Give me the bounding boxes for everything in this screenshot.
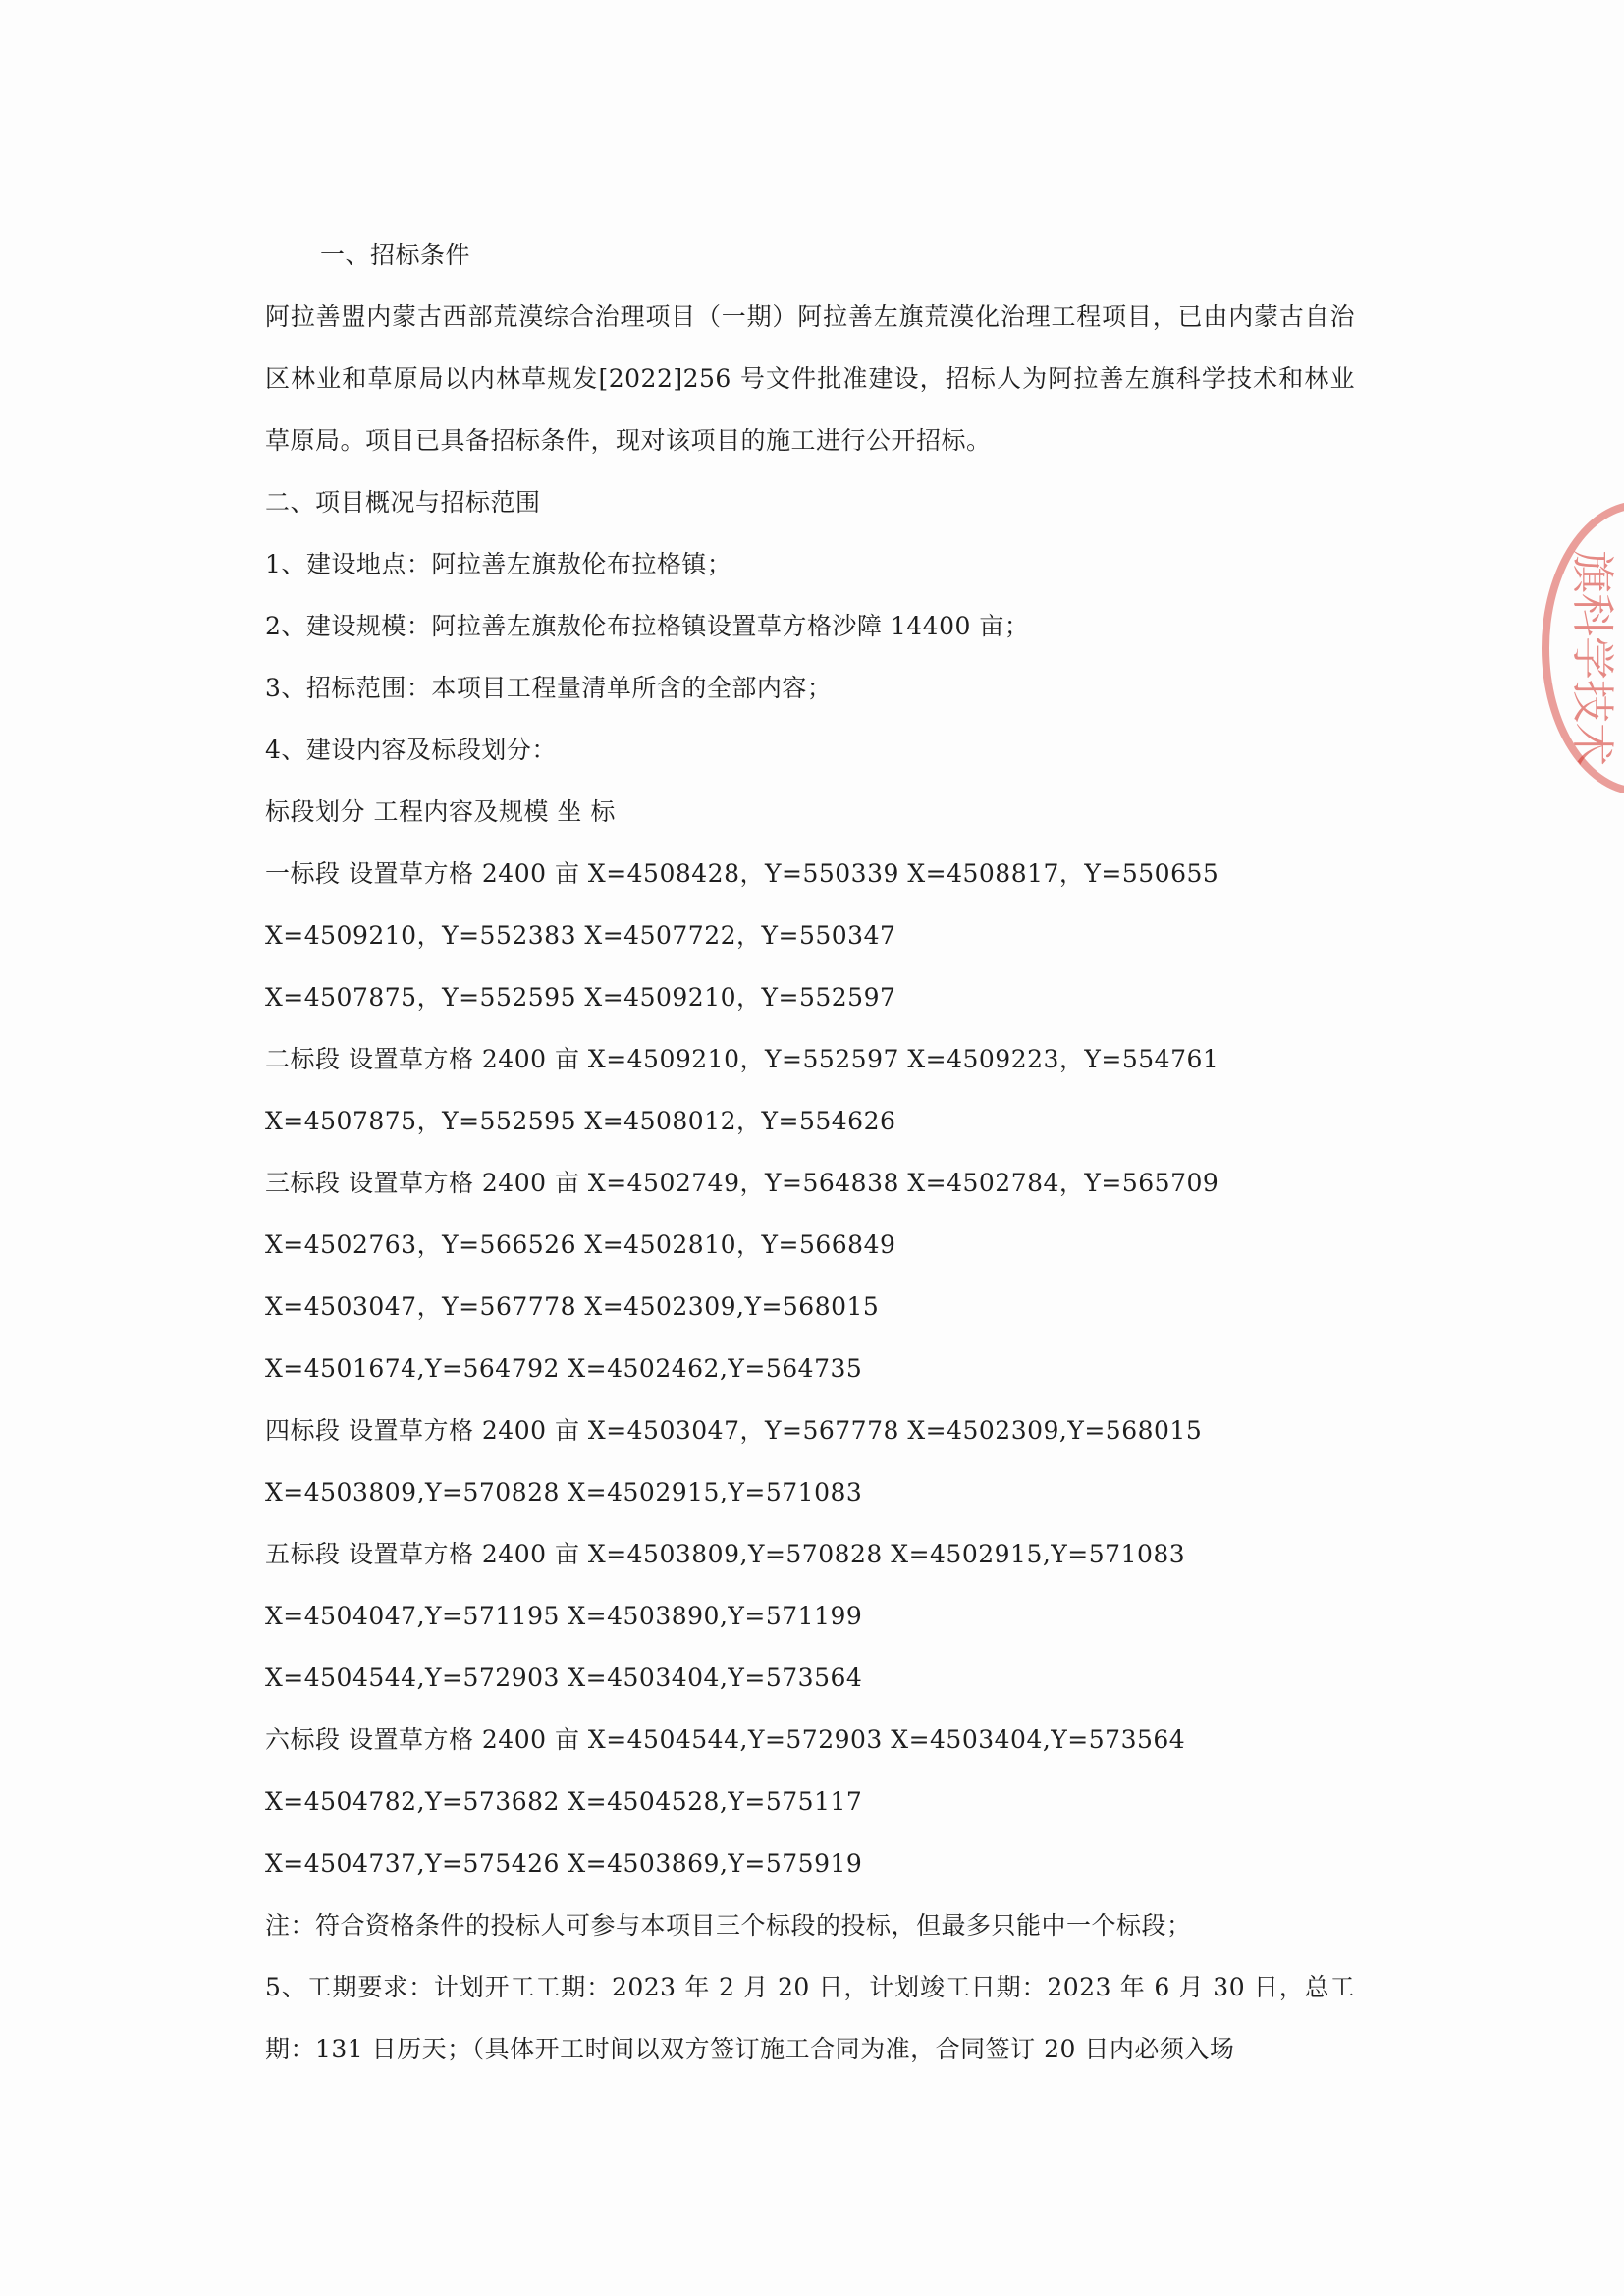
section-6-coords: X=4504782,Y=573682 X=4504528,Y=575117 [265,1787,863,1816]
section-5-line: 五标段 设置草方格 2400 亩 X=4503809,Y=570828 X=4502915,Y=571083 [265,1540,1186,1568]
section-3-coords: X=4503047，Y=567778 X=4502309,Y=568015 [265,1292,880,1321]
section-heading-project-overview: 二、项目概况与招标范围 [265,488,541,517]
section-2-line: 二标段 设置草方格 2400 亩 X=4509210，Y=552597 X=4509223，Y=554761 [265,1045,1219,1073]
list-item-schedule: 5、工期要求：计划开工工期：2023 年 2 月 20 日，计划竣工日期：2023 年 6 月 30 日，总工期：131 日历天；（具体开工时间以双方签订施工合同为准，合同签订 20 日内必须入场 [265,1973,1355,2063]
section-1-coords: X=4507875，Y=552595 X=4509210，Y=552597 [265,983,896,1011]
section-5-coords: X=4504047,Y=571195 X=4503890,Y=571199 [265,1602,863,1630]
section-heading-bidding-conditions: 一、招标条件 [320,241,471,269]
section-6-coords: X=4504737,Y=575426 X=4503869,Y=575919 [265,1849,863,1878]
paragraph-project-approval: 阿拉善盟内蒙古西部荒漠综合治理项目（一期）阿拉善左旗荒漠化治理工程项目，已由内蒙古自治区林业和草原局以内林草规发[2022]256 号文件批准建设，招标人为阿拉善左旗科学技术和林业草原局。项目已具备招标条件，现对该项目的施工进行公开招标。 [265,302,1355,455]
section-3-line: 三标段 设置草方格 2400 亩 X=4502749，Y=564838 X=4502784，Y=565709 [265,1169,1219,1197]
section-6-line: 六标段 设置草方格 2400 亩 X=4504544,Y=572903 X=4503404,Y=573564 [265,1725,1186,1754]
section-2-coords: X=4507875，Y=552595 X=4508012，Y=554626 [265,1107,896,1135]
list-item-scope: 3、招标范围：本项目工程量清单所含的全部内容； [265,674,833,702]
list-item-scale: 2、建设规模：阿拉善左旗敖伦布拉格镇设置草方格沙障 14400 亩； [265,612,1030,640]
list-item-location: 1、建设地点：阿拉善左旗敖伦布拉格镇； [265,550,732,578]
official-seal-text: 旗科学技术 [1567,550,1617,766]
section-table-header: 标段划分 工程内容及规模 坐 标 [265,797,616,826]
list-item-content-sections: 4、建设内容及标段划分： [265,736,557,764]
section-3-coords: X=4501674,Y=564792 X=4502462,Y=564735 [265,1354,863,1383]
section-1-coords: X=4509210，Y=552383 X=4507722，Y=550347 [265,921,896,950]
section-3-coords: X=4502763，Y=566526 X=4502810，Y=566849 [265,1230,896,1259]
section-1-line: 一标段 设置草方格 2400 亩 X=4508428，Y=550339 X=4508817，Y=550655 [265,859,1219,888]
section-4-coords: X=4503809,Y=570828 X=4502915,Y=571083 [265,1478,863,1506]
note-bidding-limit: 注：符合资格条件的投标人可参与本项目三个标段的投标，但最多只能中一个标段； [265,1911,1192,1940]
section-4-line: 四标段 设置草方格 2400 亩 X=4503047，Y=567778 X=4502309,Y=568015 [265,1416,1203,1445]
section-5-coords: X=4504544,Y=572903 X=4503404,Y=573564 [265,1664,863,1692]
document-body [265,224,1355,2080]
